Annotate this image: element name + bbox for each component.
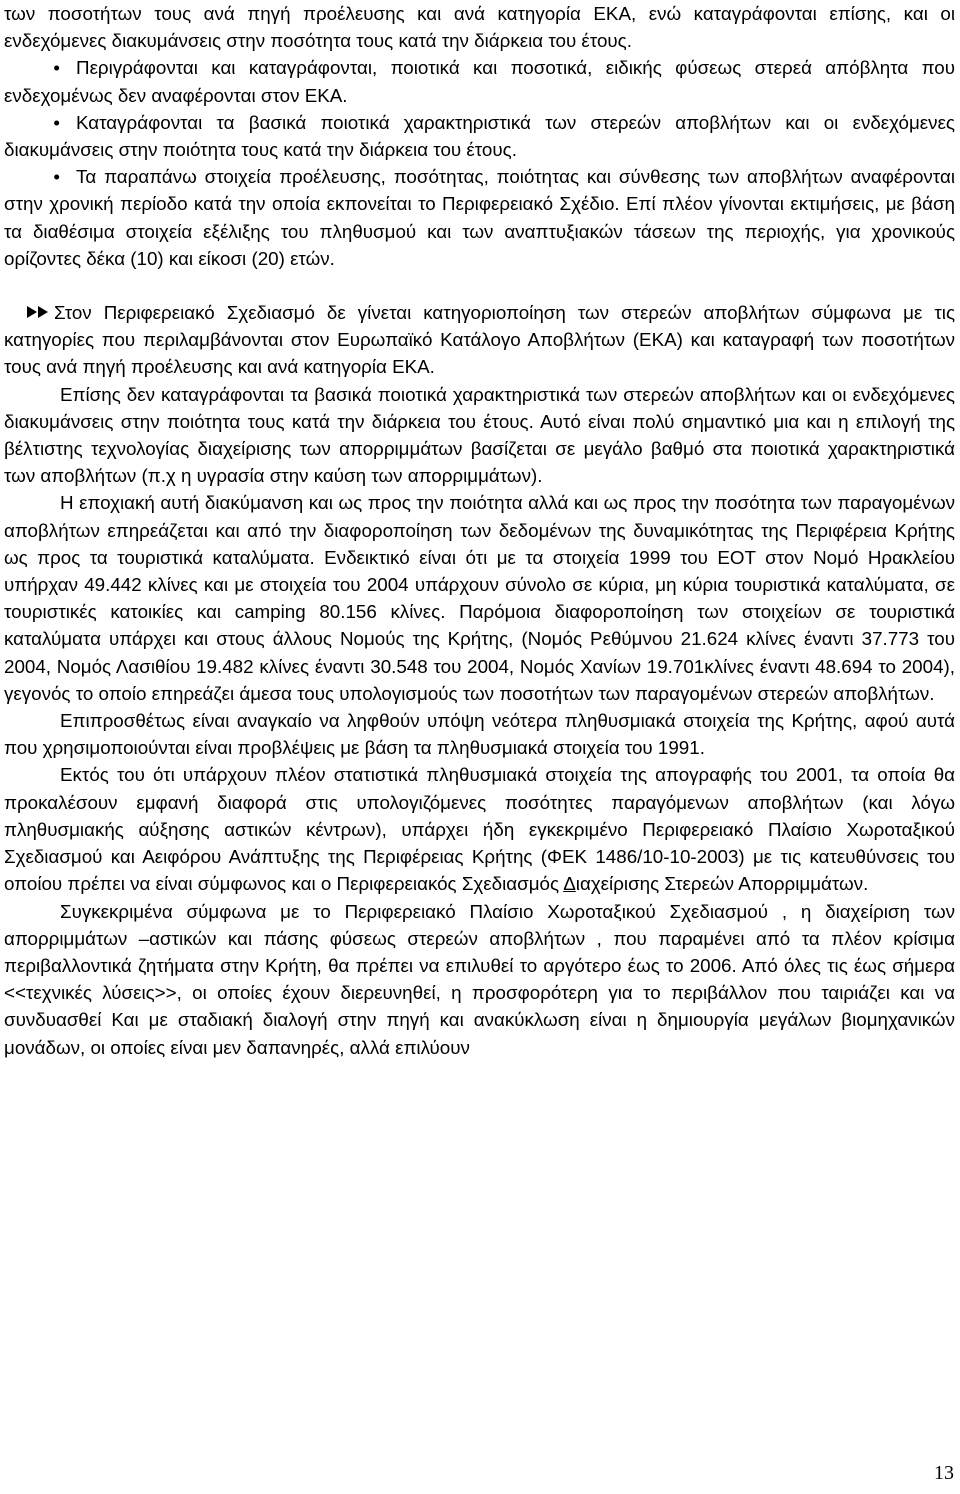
- double-triangle-right-icon: [4, 304, 54, 320]
- bullet-text: Τα παραπάνω στοιχεία προέλευσης, ποσότητας, ποιότητας και σύνθεσης των αποβλήτων αναφέρονται στην χρονική περίοδο κατά την οποία εκπονείται το Περιφερειακό Σχέδιο. Επί πλέον γίνονται εκτιμήσεις, με βάση τα διαθέσιμα στοιχεία εξέλιξης του πληθυσμού και των αναπτυξιακών τάσεων της περιοχής, για χρονικούς ορίζοντες δέκα (10) και είκοσι (20) ετών.: [4, 166, 955, 269]
- paragraph-gap: [4, 272, 955, 299]
- document-page: [4, 0, 955, 1061]
- paragraph-text: Εκτός του ότι υπάρχουν πλέον στατιστικά πληθυσμιακά στοιχεία της απογραφής του 2001, τα οποία θα προκαλέσουν εμφανή διαφορά στις υπολογιζόμενες ποσότητες παραγόμενων αποβλήτων (και λόγω πληθυσμιακής αύξησης αστικών κέντρων), υπάρχει ήδη εγκεκριμένο Περιφερειακό Πλαίσιο Χωροταξικού Σχεδιασμού και Αειφόρου Ανάπτυξης της Περιφέρειας Κρήτης (ΦΕΚ 1486/10-10-2003) με τις κατευθύνσεις του οποίου πρέπει να είναι σύμφωνος και ο Περιφερειακός Σχεδιασμός: [4, 764, 955, 895]
- paragraph: [4, 707, 955, 761]
- paragraph-text: Συγκεκριμένα σύμφωνα με το Περιφερειακό Πλαίσιο Χωροταξικού Σχεδιασμού , η διαχείριση των απορριμμάτων –αστικών και πάσης φύσεως στερεών αποβλήτων , που παραμένει από τα πλέον κρίσιμα περιβαλλοντικά ζητήματα στην Κρήτη, θα πρέπει να επιλυθεί το αργότερο έως το 2006. Από όλες τις έως σήμερα <<τεχνικές λύσεις>>, οι οποίες έχουν διερευνηθεί, η προσφορότερη για το περιβάλλον που ταιριάζει και να συνδυασθεί Και με σταδιακή διαλογή στην πηγή και ανακύκλωση είναι η δημιουργία μεγάλων βιομηχανικών μονάδων, οι οποίες είναι μεν δαπανηρές, αλλά επιλύουν: [4, 900, 955, 1058]
- paragraph: [4, 381, 955, 490]
- paragraph: [4, 489, 955, 707]
- paragraph-text: Επιπροσθέτως είναι αναγκαίο να ληφθούν υπόψη νεότερα πληθυσμιακά στοιχεία της Κρήτης, αφού αυτά που χρησιμοποιούνται είναι προβλέψεις με βάση τα πληθυσμιακά στοιχεία του 1991.: [4, 710, 955, 759]
- bullet-item: [4, 109, 955, 163]
- arrow-paragraph: [4, 299, 955, 381]
- paragraph: [4, 898, 955, 1061]
- bullet-item: [4, 163, 955, 272]
- paragraph-text: Η εποχιακή αυτή διακύμανση και ως προς την ποιότητα αλλά και ως προς την ποσότητα των παραγομένων αποβλήτων επηρεάζεται και από την διαφοροποίηση των δεδομένων της δυναμικότητας της Περιφέρεια Κρήτης ως προς τα τουριστικά καταλύματα. Ενδεικτικό είναι ότι με τα στοιχεία 1999 του ΕΟΤ στον Νομό Ηρακλείου υπήρχαν 49.442 κλίνες και με στοιχεία του 2004 υπάρχουν σύνολο σε κύρια, μη κύρια τουριστικά καταλύματα, σε τουριστικές κατοικίες και camping 80.156 κλίνες. Παρόμοια διαφοροποίηση των στοιχείων σε τουριστικά καταλύματα υπάρχει και στους άλλους Νομούς της Κρήτης, (Νομός Ρεθύμνου 21.624 κλίνες έναντι 37.773 του 2004, Νομός Λασιθίου 19.482 κλίνες έναντι 30.548 του 2004, Νομός Χανίων 19.701κλίνες έναντι 48.694 το 2004), γεγονός το οποίο επηρεάζει άμεσα τους υπολογισμούς των ποσοτήτων των παραγομένων στερεών αποβλήτων.: [4, 492, 955, 704]
- paragraph-text-tail: ιαχείρισης Στερεών Απορριμμάτων.: [575, 873, 869, 895]
- paragraph-text: Στον Περιφερειακό Σχεδιασμό δε γίνεται κατηγοριοποίηση των στερεών αποβλήτων σύμφωνα με τις κατηγορίες που περιλαμβάνονται στον Ευρωπαϊκό Κατάλογο Αποβλήτων (ΕΚΑ) και καταγραφή των ποσοτήτων τους ανά πηγή προέλευσης και ανά κατηγορία ΕΚΑ.: [4, 302, 955, 378]
- underlined-letter: Δ: [563, 873, 576, 895]
- bullet-marker: •: [53, 57, 60, 79]
- page-number: 13: [934, 1462, 954, 1484]
- bullet-text: Καταγράφονται τα βασικά ποιοτικά χαρακτηριστικά των στερεών αποβλήτων και οι ενδεχόμενες διακυμάνσεις στην ποιότητα τους κατά την διάρκεια του έτους.: [4, 111, 955, 161]
- bullet-marker: •: [53, 111, 60, 133]
- paragraph: [4, 761, 955, 897]
- bullet-item: [4, 54, 955, 108]
- continuation-paragraph: των ποσοτήτων τους ανά πηγή προέλευσης και ανά κατηγορία ΕΚΑ, ενώ καταγράφονται επίσης, και οι ενδεχόμενες διακυμάνσεις στην ποσότητα τους κατά την διάρκεια του έτους.: [4, 3, 955, 52]
- bullet-marker: •: [53, 166, 60, 188]
- bullet-text: Περιγράφονται και καταγράφονται, ποιοτικά και ποσοτικά, ειδικής φύσεως στερεά απόβλητα που ενδεχομένως δεν αναφέρονται στον ΕΚΑ.: [4, 57, 955, 106]
- paragraph-text: Επίσης δεν καταγράφονται τα βασικά ποιοτικά χαρακτηριστικά των στερεών αποβλήτων και οι ενδεχόμενες διακυμάνσεις στην ποιότητα τους κατά την διάρκεια του έτους. Αυτό είναι πολύ σημαντικό μια και η επιλογή της βέλτιστης τεχνολογίας διαχείρισης των απορριμμάτων βασίζεται σε μεγάλο βαθμό στα ποιοτικά χαρακτηριστικά των αποβλήτων (π.χ η υγρασία στην καύση των απορριμμάτων).: [4, 383, 955, 487]
